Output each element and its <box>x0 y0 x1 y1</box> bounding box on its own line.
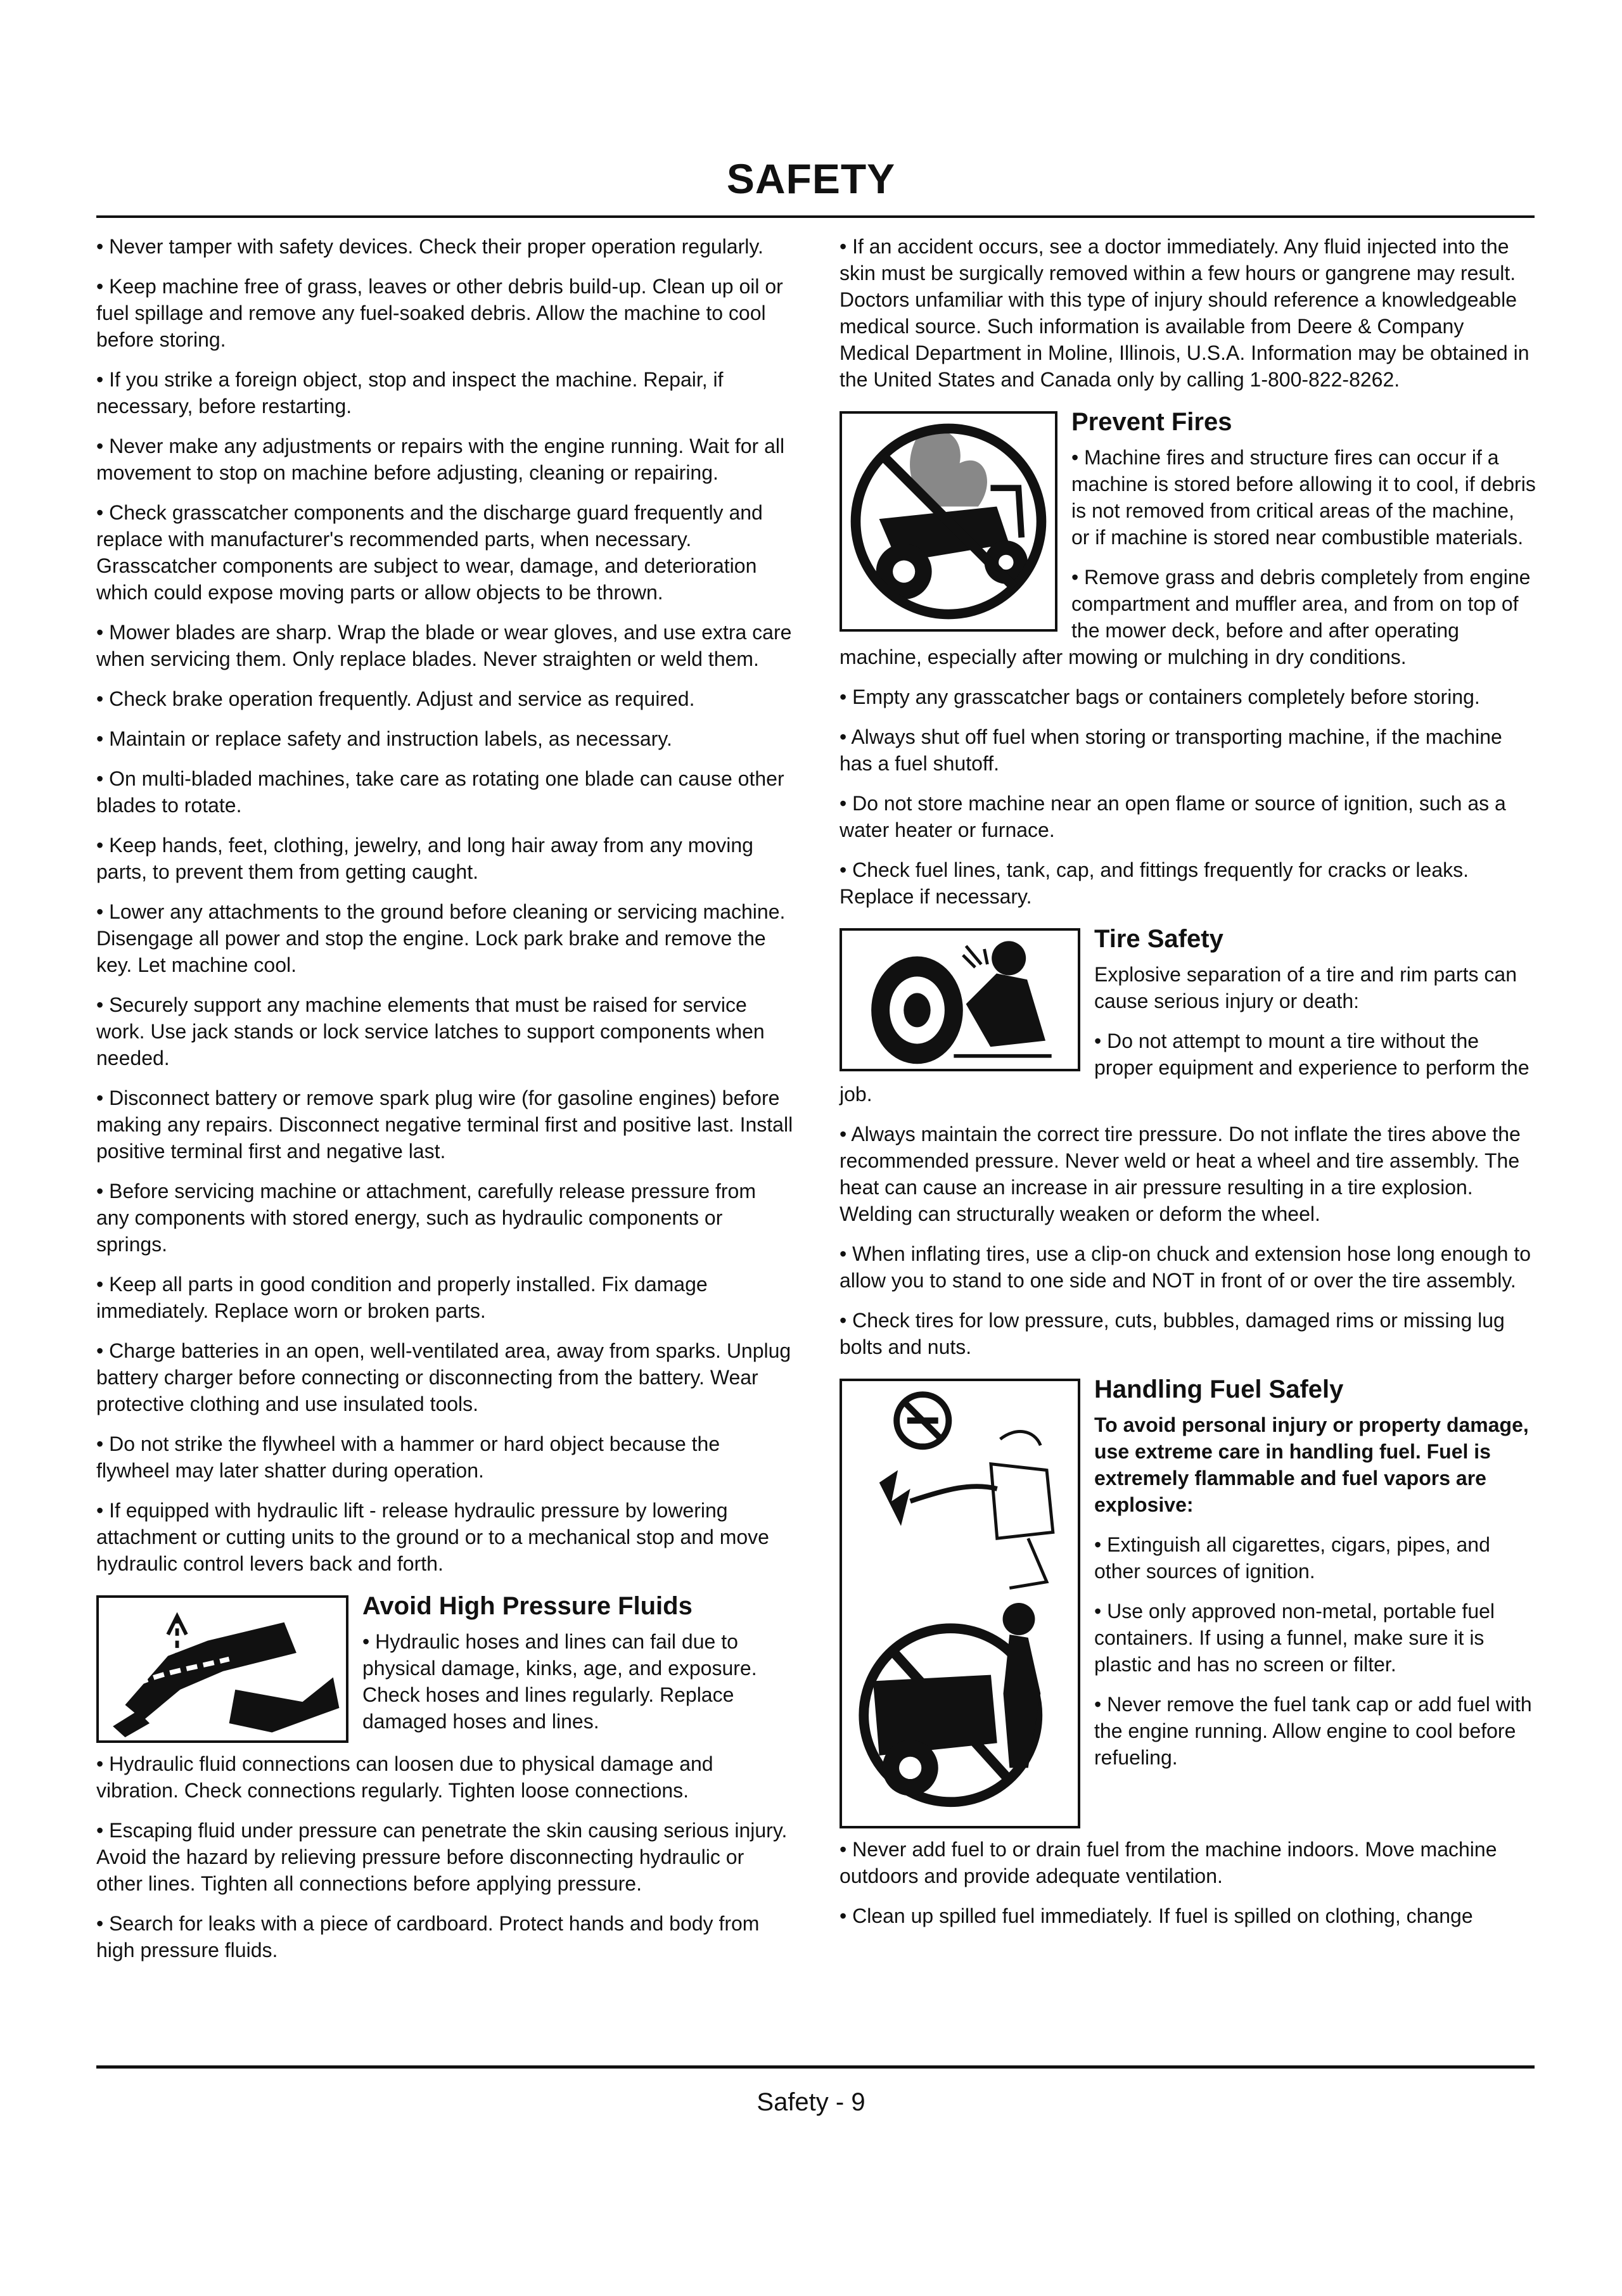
bullet-item: • Hydraulic hoses and lines can fail due to physical damage, kinks, age, and exposure. Check hoses and lines regularly. Replace damaged hoses and lines. <box>362 1630 757 1733</box>
right-column <box>840 233 1536 1942</box>
left-column <box>96 233 793 1977</box>
fuel-warning: To avoid personal injury or property damage, use extreme care in handling fuel. Fuel is extremely flammable and fuel vapors are explosive: <box>1094 1413 1529 1516</box>
bullet-item: • Extinguish all cigarettes, cigars, pipes, and other sources of ignition. <box>1094 1533 1490 1583</box>
bullet-item: • If equipped with hydraulic lift - release hydraulic pressure by lowering attachment or cutting units to the ground or to a mechanical stop and move hydraulic control levers back and forth. <box>96 1499 769 1575</box>
section-intro: Explosive separation of a tire and rim parts can cause serious injury or death: <box>1094 963 1517 1012</box>
bullet-item: • If you strike a foreign object, stop and inspect the machine. Repair, if necessary, before restarting. <box>96 368 724 418</box>
bullet-item: • On multi-bladed machines, take care as rotating one blade can cause other blades to rotate. <box>96 767 784 817</box>
bullet-item: • Never make any adjustments or repairs with the engine running. Wait for all movement to stop on machine before adjusting, cleaning or repairing. <box>96 435 785 484</box>
section-heading-prevent-fires: Prevent Fires <box>1071 408 1232 436</box>
page-footer: Safety - 9 <box>757 2088 865 2116</box>
bullet-item: • Clean up spilled fuel immediately. If fuel is spilled on clothing, change <box>840 1904 1473 1927</box>
bullet-item: • Use only approved non-metal, portable fuel containers. If using a funnel, make sure it is plastic and has no screen or filter. <box>1094 1600 1495 1676</box>
bullet-item: • Always shut off fuel when storing or transporting machine, if the machine has a fuel shutoff. <box>840 725 1502 775</box>
bullet-item: • Hydraulic fluid connections can loosen due to physical damage and vibration. Check connections regularly. Tighten loose connections. <box>96 1752 713 1802</box>
bullet-item: • Never tamper with safety devices. Check their proper operation regularly. <box>96 235 763 258</box>
section-heading-fuel-safety: Handling Fuel Safely <box>1094 1375 1344 1403</box>
bullet-item: • Before servicing machine or attachment, carefully release pressure from any components with stored energy, such as hydraulic components or springs. <box>96 1180 756 1256</box>
bullet-item: • Mower blades are sharp. Wrap the blade or wear gloves, and use extra care when servicing them. Only replace blades. Never straighten or weld them. <box>96 621 792 670</box>
bullet-item: • Keep hands, feet, clothing, jewelry, and long hair away from any moving parts, to prevent them from getting caught. <box>96 834 753 883</box>
section-heading-high-pressure: Avoid High Pressure Fluids <box>362 1592 693 1620</box>
bullet-item: • Do not store machine near an open flame or source of ignition, such as a water heater or furnace. <box>840 792 1506 841</box>
section-heading-tire-safety: Tire Safety <box>1094 925 1223 953</box>
bullet-item: • Securely support any machine elements that must be raised for service work. Use jack stands or lock service latches to support components when needed. <box>96 993 765 1069</box>
bullet-item: • Machine fires and structure fires can occur if a machine is stored before allowing it to cool, if debris is not removed from critical areas of the machine, or if machine is stored near combustible materials. <box>1071 446 1536 549</box>
bullet-item: • Never remove the fuel tank cap or add fuel with the engine running. Allow engine to cool before refueling. <box>1094 1693 1532 1769</box>
bullet-item: • Escaping fluid under pressure can penetrate the skin causing serious injury. Avoid the hazard by relieving pressure before disconnecting hydraulic or other lines. Tighten all connections before applying pressure. <box>96 1819 788 1895</box>
tire-explosion-illustration <box>840 928 1080 1071</box>
bullet-item: • Maintain or replace safety and instruction labels, as necessary. <box>96 727 672 750</box>
bottom-rule <box>96 2065 1535 2069</box>
page-title: SAFETY <box>726 155 896 202</box>
high-pressure-fluid-illustration <box>96 1595 348 1743</box>
no-fire-illustration <box>840 411 1057 632</box>
bullet-item: • Empty any grasscatcher bags or containers completely before storing. <box>840 686 1480 708</box>
bullet-item: • Search for leaks with a piece of cardboard. Protect hands and body from high pressure fluids. <box>96 1912 760 1961</box>
top-rule <box>96 215 1535 218</box>
bullet-item: • Do not attempt to mount a tire without the proper equipment and experience to perform the job. <box>840 1030 1529 1106</box>
bullet-item: • Lower any attachments to the ground before cleaning or servicing machine. Disengage all power and stop the engine. Lock park brake and remove the key. Let machine cool. <box>96 900 786 976</box>
bullet-item: • Disconnect battery or remove spark plug wire (for gasoline engines) before making any repairs. Disconnect negative terminal first and positive last. Install positive terminal first and negative last. <box>96 1087 793 1163</box>
bullet-item: • If an accident occurs, see a doctor immediately. Any fluid injected into the skin must be surgically removed within a few hours or gangrene may result. Doctors unfamiliar with this type of injury should reference a knowledgeable medical source. Such information is available from Deere & Company Medical Department in Moline, Illinois, U.S.A. Information may be obtained in the United States and Canada only by calling 1-800-822-8262. <box>840 235 1529 391</box>
fuel-handling-illustration <box>840 1379 1080 1828</box>
bullet-item: • Check brake operation frequently. Adjust and service as required. <box>96 687 695 710</box>
bullet-item: • Check tires for low pressure, cuts, bubbles, damaged rims or missing lug bolts and nuts. <box>840 1309 1505 1358</box>
bullet-item: • Check grasscatcher components and the discharge guard frequently and replace with manufacturer's recommended parts, when necessary. Grasscatcher components are subject to wear, damage, and deterioration which could expose moving parts or allow objects to be thrown. <box>96 501 763 604</box>
bullet-item: • Keep all parts in good condition and properly installed. Fix damage immediately. Replace worn or broken parts. <box>96 1273 708 1322</box>
bullet-item: • Check fuel lines, tank, cap, and fittings frequently for cracks or leaks. Replace if necessary. <box>840 858 1469 908</box>
bullet-item: • Always maintain the correct tire pressure. Do not inflate the tires above the recommended pressure. Never weld or heat a wheel and tire assembly. The heat can cause an increase in air pressure resulting in a tire explosion. Welding can structurally weaken or deform the wheel. <box>840 1123 1521 1225</box>
bullet-item: • Never add fuel to or drain fuel from the machine indoors. Move machine outdoors and provide adequate ventilation. <box>840 1838 1497 1887</box>
bullet-item: • Charge batteries in an open, well-ventilated area, away from sparks. Unplug battery charger before connecting or disconnecting from the battery. Wear protective clothing and use insulated tools. <box>96 1339 791 1415</box>
bullet-item: • Keep machine free of grass, leaves or other debris build-up. Clean up oil or fuel spillage and remove any fuel-soaked debris. Allow the machine to cool before storing. <box>96 275 783 351</box>
bullet-item: • When inflating tires, use a clip-on chuck and extension hose long enough to allow you to stand to one side and NOT in front of or over the tire assembly. <box>840 1242 1531 1292</box>
bullet-item: • Remove grass and debris completely from engine compartment and muffler area, and from on top of the mower deck, before and after operating machine, especially after mowing or mulching in dry conditions. <box>840 566 1531 668</box>
bullet-item: • Do not strike the flywheel with a hammer or hard object because the flywheel may later shatter during operation. <box>96 1432 720 1482</box>
